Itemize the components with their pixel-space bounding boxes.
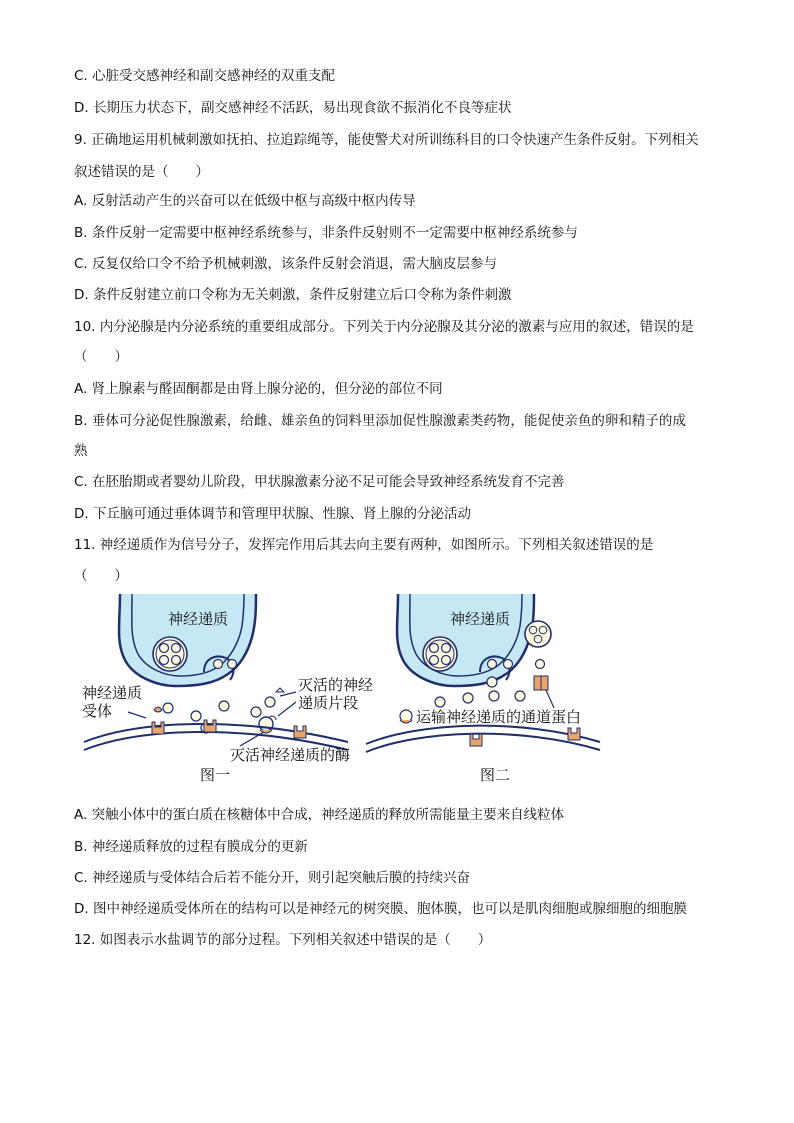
option-10b: B. 垂体可分泌促性腺激素，给雌、雄亲鱼的饲料里添加促性腺激素类药物，能促使亲鱼的卵和精子的成 — [74, 413, 686, 429]
option-9b: B. 条件反射一定需要中枢神经系统参与，非条件反射则不一定需要中枢神经系统参与 — [74, 225, 578, 241]
fig2-caption: 图二 — [480, 766, 511, 784]
fig1-label-fragment-2: 递质片段 — [298, 694, 359, 712]
option-10d: D. 下丘脑可通过垂体调节和管理甲状腺、性腺、肾上腺的分泌活动 — [74, 506, 471, 522]
option-8d: D. 长期压力状态下，副交感神经不活跃，易出现食欲不振消化不良等症状 — [74, 100, 512, 116]
question-12-stem: 12. 如图表示水盐调节的部分过程。下列相关叙述中错误的是（ ） — [74, 932, 492, 948]
question-11-paren: （ ） — [74, 568, 128, 584]
fig2-label-neurotransmitter: 神经递质 — [450, 610, 511, 628]
presynaptic-terminal-2 — [397, 594, 534, 686]
question-9-stem-cont: 叙述错误的是（ ） — [74, 164, 209, 180]
question-10-paren: （ ） — [74, 349, 128, 365]
fig1-label-receptor-1: 神经递质 — [82, 684, 143, 702]
option-11b: B. 神经递质释放的过程有膜成分的更新 — [74, 839, 308, 855]
option-10a: A. 肾上腺素与醛固酮都是由肾上腺分泌的，但分泌的部位不同 — [74, 381, 443, 397]
question-10-stem: 10. 内分泌腺是内分泌系统的重要组成部分。下列关于内分泌腺及其分泌的激素与应用的叙述，错误的是 — [74, 319, 694, 335]
option-9c: C. 反复仅给口令不给予机械刺激，该条件反射会消退，需大脑皮层参与 — [74, 256, 498, 272]
fig1-caption: 图一 — [200, 766, 231, 784]
option-10b-cont: 熟 — [74, 443, 88, 459]
fig2-label-channel: 运输神经递质的通道蛋白 — [416, 708, 582, 726]
figure-2 — [366, 594, 600, 784]
option-11c: C. 神经递质与受体结合后若不能分开，则引起突触后膜的持续兴奋 — [74, 870, 471, 886]
option-9a: A. 反射活动产生的兴奋可以在低级中枢与高级中枢内传导 — [74, 193, 416, 209]
fig1-label-receptor-2: 受体 — [82, 702, 113, 720]
option-11d: D. 图中神经递质受体所在的结构可以是神经元的树突膜、胞体膜，也可以是肌肉细胞或腺细胞的细胞膜 — [74, 901, 687, 917]
option-10c: C. 在胚胎期或者婴幼儿阶段，甲状腺激素分泌不足可能会导致神经系统发育不完善 — [74, 474, 565, 490]
option-9d: D. 条件反射建立前口令称为无关刺激，条件反射建立后口令称为条件刺激 — [74, 287, 512, 303]
figure-1 — [82, 594, 373, 784]
question-11-stem: 11. 神经递质作为信号分子，发挥完作用后其去向主要有两种，如图所示。下列相关叙述错误的是 — [74, 537, 654, 553]
fig1-label-neurotransmitter: 神经递质 — [168, 610, 229, 628]
synapse-figure — [80, 592, 620, 788]
presynaptic-terminal-1 — [119, 594, 256, 686]
fig1-label-fragment-1: 灭活的神经 — [298, 676, 374, 694]
option-8c: C. 心脏受交感神经和副交感神经的双重支配 — [74, 68, 336, 84]
option-11a: A. 突触小体中的蛋白质在核糖体中合成，神经递质的释放所需能量主要来自线粒体 — [74, 807, 565, 823]
question-9-stem: 9. 正确地运用机械刺激如抚拍、拉追踪绳等，能使警犬对所训练科目的口令快速产生条件反射。下列相关 — [74, 132, 699, 148]
fig1-label-enzyme: 灭活神经递质的酶 — [230, 746, 351, 764]
